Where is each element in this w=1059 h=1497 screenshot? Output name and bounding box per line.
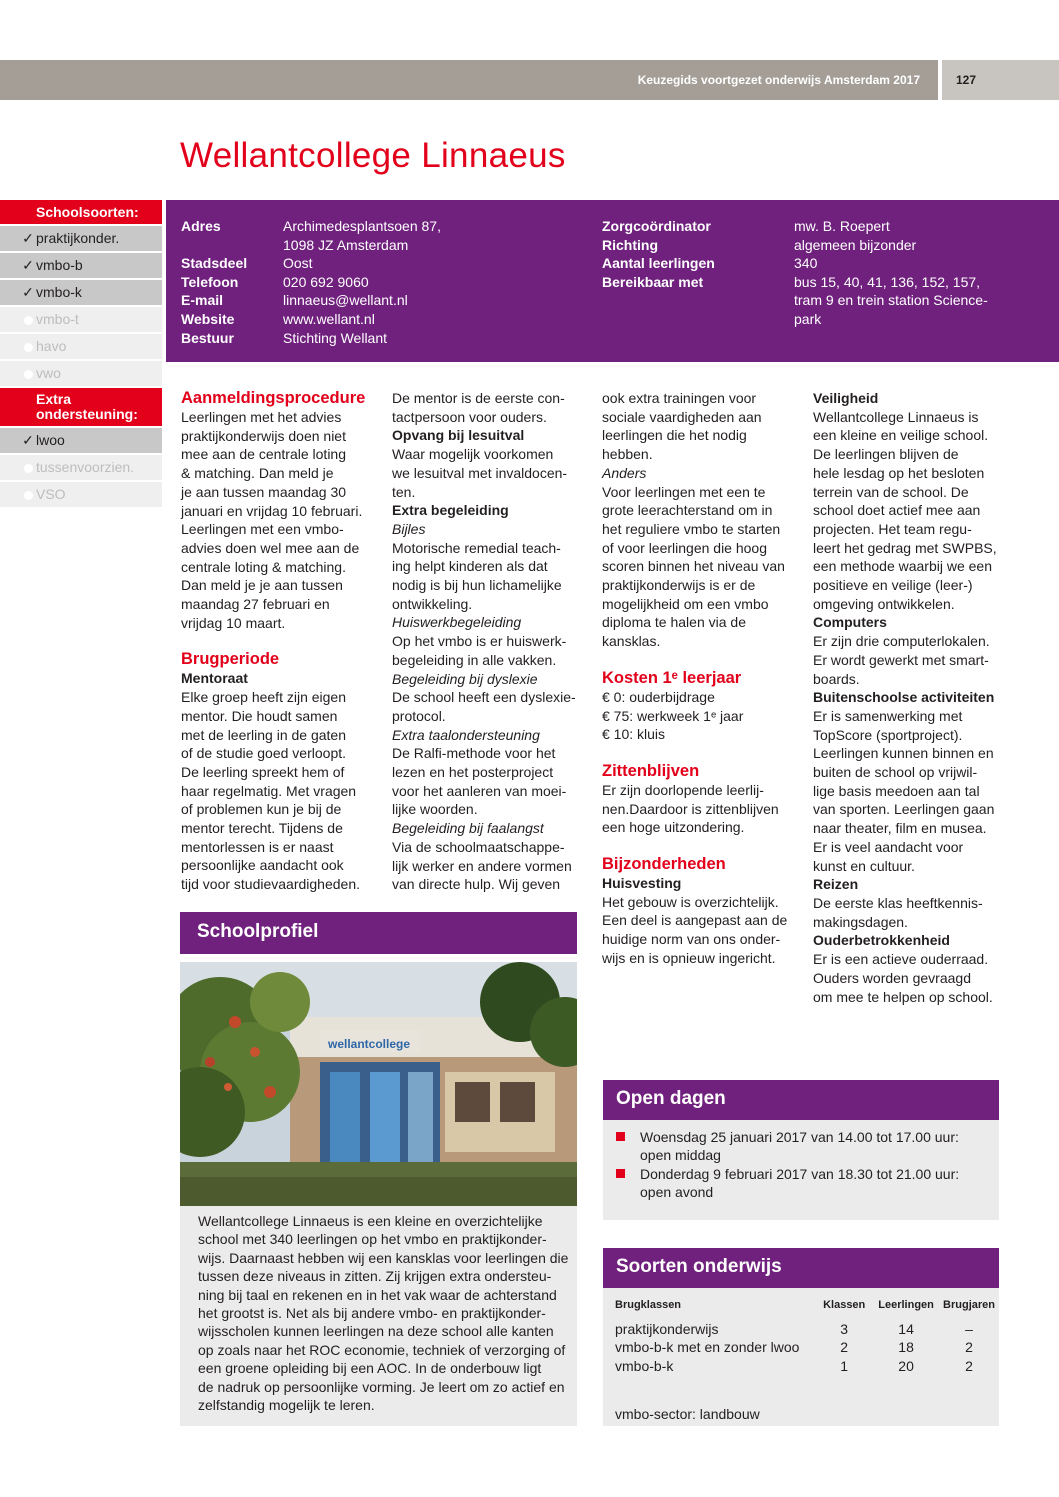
text-line: het grootst is. Net als bij andere vmbo- en praktijkonder- [198, 1305, 546, 1322]
extra-ondersteuning-label: Extra ondersteuning: [0, 388, 162, 426]
opvang-heading: Opvang bij lesuitval [392, 427, 525, 444]
text-line: of de studie goed verloopt. [181, 745, 347, 762]
info-value: algemeen bijzonder [794, 236, 917, 253]
text-line: € 75: werkweek 1ᵉ jaar [602, 707, 744, 724]
text-line: makingsdagen. [813, 913, 908, 930]
text-line: Een deel is aangepast aan de [602, 912, 788, 929]
info-label: Zorgcoördinator [602, 218, 711, 234]
info-row [181, 310, 441, 329]
mentor-contact-text [392, 389, 592, 426]
text-line: buiten de school op vrijwil- [813, 764, 978, 781]
text-line: lijke woorden. [392, 801, 478, 818]
table-cell: – [965, 1321, 973, 1337]
column-2 [392, 389, 592, 894]
computers-heading: Computers [813, 614, 887, 631]
text-line: & matching. Dan meld je [181, 465, 334, 482]
text-line: van sporten. Leerlingen gaan [813, 801, 995, 818]
school-type-label: VSO [36, 486, 66, 502]
text-line: Wellantcollege Linnaeus is een kleine en overzichtelijke [198, 1213, 543, 1229]
text-line: Er is een actieve ouderraad. [813, 951, 989, 968]
text-line: een groene opleiding bij een AOC. In de onderbouw ligt [198, 1360, 542, 1377]
photo-sign: wellantcollege [328, 1037, 411, 1051]
text-line: De Ralfi-methode voor het [392, 745, 556, 762]
text-line: De mentor is de eerste con- [392, 390, 565, 406]
school-type-label: tussenvoorzien. [36, 459, 135, 475]
table-cell: 2 [840, 1339, 849, 1356]
text-line: Er zijn drie computerlokalen. [813, 633, 990, 650]
dot-icon [22, 307, 34, 332]
school-type-label: havo [36, 338, 67, 354]
text-line: grote leerachterstand om in [602, 502, 773, 519]
table-row [615, 1320, 999, 1338]
trainingen-text [602, 389, 802, 464]
mentoraat-text [181, 688, 381, 894]
info-label: E-mail [181, 292, 224, 309]
text-line: een methode waarbij we een [813, 558, 993, 575]
info-row [181, 254, 441, 273]
text-line: lezen en het posterproject [392, 764, 554, 781]
info-right [602, 217, 988, 329]
text-line: ontwikkeling. [392, 595, 473, 612]
text-line: met de leerling in de gaten [181, 726, 346, 743]
info-value: mw. B. Roepert [794, 218, 890, 234]
brugperiode-heading: Brugperiode [181, 650, 280, 669]
info-label: Stadsdeel [181, 255, 248, 272]
table-cell: 20 [898, 1357, 914, 1374]
info-label: Website [181, 310, 235, 327]
text-line: wijs. Daarnaast hebben wij een kansklas voor leerlingen die [198, 1249, 569, 1266]
text-line: Leerlingen met een vmbo- [181, 521, 344, 538]
extra-begeleiding-heading: Extra begeleiding [392, 502, 509, 519]
text-line: leerlingen die het nodig [602, 427, 747, 444]
kosten-heading: Kosten 1ᵉ leerjaar [602, 668, 742, 687]
info-value: bus 15, 40, 41, 136, 152, 157, [794, 273, 981, 290]
text-line: praktijkonderwijs is er de [602, 577, 756, 594]
aanmelding-heading: Aanmeldingsprocedure [181, 389, 366, 407]
text-line: nen.Daardoor is zittenblijven [602, 800, 779, 817]
header-bar [0, 60, 938, 100]
text-line: school met 340 leerlingen op het vmbo en praktijkonder- [198, 1231, 547, 1248]
text-line: mentor. Die houdt samen [181, 707, 338, 724]
text-line: praktijkonderwijs doen niet [181, 427, 346, 444]
column-1 [181, 388, 381, 894]
huiswerk-heading: Huiswerkbegeleiding [392, 614, 522, 631]
school-type-item [0, 361, 162, 386]
text-line: ing helpt kinderen als dat [392, 558, 548, 575]
info-value: www.wellant.nl [283, 310, 375, 327]
text-line: school doet actief mee aan [813, 502, 981, 519]
info-row [602, 254, 988, 273]
anders-heading: Anders [602, 464, 647, 481]
text-line: mentorlessen is er naast [181, 838, 334, 855]
text-line: terrein van de school. De [813, 483, 969, 500]
open-dag-text: open avond [640, 1184, 714, 1201]
text-line: haar regelmatig. Met vragen [181, 782, 357, 799]
text-line: leert het gedrag met SWPBS, [813, 539, 997, 556]
open-dagen-heading: Open dagen [603, 1080, 999, 1120]
buitenschoolse-heading: Buitenschoolse activiteiten [813, 689, 995, 706]
zittenblijven-heading: Zittenblijven [602, 761, 700, 780]
dyslexie-text [392, 688, 592, 725]
school-type-item [0, 334, 162, 359]
text-line: centrale loting & matching. [181, 558, 346, 575]
zittenblijven-text [602, 781, 802, 837]
text-line: kansklas. [602, 633, 661, 650]
text-line: Het gebouw is overzichtelijk. [602, 893, 779, 910]
text-line: advies doen wel mee aan de [181, 539, 360, 556]
text-line: wijsscholen kunnen leerlingen na deze school alle kanten [198, 1323, 554, 1340]
dot-icon [22, 482, 34, 507]
reizen-heading: Reizen [813, 876, 859, 893]
open-dag-item [640, 1165, 989, 1202]
check-icon: ✓ [22, 230, 34, 246]
info-row [181, 273, 441, 292]
text-line: naar theater, film en musea. [813, 820, 987, 837]
info-left [181, 217, 441, 347]
text-line: tussen deze niveaus in zitten. Zij krijgen extra ondersteu- [198, 1268, 552, 1285]
school-type-item [0, 280, 162, 305]
text-line: Leerlingen met het advies [181, 409, 342, 425]
school-building-photo [180, 962, 577, 1206]
vmbo-sector: vmbo-sector: landbouw [615, 1406, 760, 1422]
text-line: Via de schoolmaatschappe- [392, 838, 565, 855]
text-line: ning bij taal en rekenen en in het vak waar de achterstand [198, 1286, 557, 1303]
text-line: scoren binnen het niveau van [602, 558, 785, 575]
school-type-label: praktijkonder. [36, 230, 120, 246]
table-row [615, 1338, 999, 1356]
ouderbetrokkenheid-heading: Ouderbetrokkenheid [813, 932, 950, 949]
text-line: Waar mogelijk voorkomen [392, 446, 554, 463]
school-type-item [0, 253, 162, 278]
text-line: je aan tussen maandag 30 [181, 483, 347, 500]
text-line: € 0: ouderbijdrage [602, 688, 715, 705]
info-label [602, 291, 794, 310]
table-cell: praktijkonderwijs [615, 1321, 719, 1337]
text-line: Elke groep heeft zijn eigen [181, 689, 346, 706]
school-info-panel [166, 200, 1059, 362]
school-type-sidebar [0, 200, 162, 507]
dot-icon [22, 455, 34, 480]
col-brugjaren: Brugjaren [943, 1299, 995, 1311]
text-line: het reguliere vmbo te starten [602, 520, 781, 537]
info-row [602, 273, 988, 292]
table-cell: 2 [965, 1339, 973, 1356]
computers-text [813, 632, 1013, 688]
taal-text [392, 744, 592, 819]
info-label: Bestuur [181, 329, 234, 346]
text-line: een kleine en veilige school. [813, 427, 989, 444]
huisvesting-text [602, 893, 802, 968]
bijles-heading: Bijles [392, 520, 426, 537]
text-line: mogelijkheid om een vmbo [602, 595, 769, 612]
info-value: linnaeus@wellant.nl [283, 292, 408, 309]
info-row [602, 310, 988, 329]
faalangst-text [392, 838, 592, 894]
text-line: TopScore (sportproject). [813, 726, 963, 743]
text-line: voor het aanleren van moei- [392, 782, 567, 799]
info-label: Aantal leerlingen [602, 255, 715, 272]
table-cell: 2 [965, 1357, 973, 1374]
info-label: Richting [602, 236, 658, 253]
aanmelding-text [181, 408, 381, 632]
table-cell: 1 [840, 1357, 849, 1374]
text-line: Ouders worden gevraagd [813, 969, 971, 986]
column-4 [813, 389, 1013, 1006]
col-leerlingen: Leerlingen [878, 1299, 934, 1311]
page-number-box [942, 60, 1059, 100]
text-line: wijs en is opnieuw ingericht. [602, 949, 776, 966]
text-line: zelfstandig mogelijk te leren. [198, 1397, 375, 1414]
info-row [181, 291, 441, 310]
text-line: vrijdag 10 maart. [181, 614, 286, 631]
text-line: een hoge uitzondering. [602, 819, 745, 836]
text-line: hele lesdag op het besloten [813, 464, 985, 481]
text-line: of voor leerlingen die hoog [602, 539, 768, 556]
school-type-item [0, 455, 162, 480]
text-line: van directe hulp. Wij geven [392, 876, 561, 893]
text-line: De leerlingen blijven de [813, 446, 959, 463]
info-value: Archimedesplantsoen 87, [283, 218, 441, 234]
schoolprofiel-heading: Schoolprofiel [180, 912, 577, 954]
schoolprofiel-text [180, 1206, 577, 1426]
school-type-item [0, 307, 162, 332]
school-title: Wellantcollege Linnaeus [180, 136, 566, 175]
text-line: Op het vmbo is er huiswerk- [392, 633, 567, 650]
text-line: € 10: kluis [602, 726, 666, 743]
open-dag-text: Donderdag 9 februari 2017 van 18.30 tot 21.00 uur: [640, 1165, 960, 1182]
info-row [181, 217, 441, 236]
check-icon: ✓ [22, 257, 34, 273]
text-line: Er is veel aandacht voor [813, 838, 964, 855]
page-number: 127 [956, 73, 977, 87]
check-icon: ✓ [22, 284, 34, 300]
info-value: park [794, 310, 822, 327]
text-line: januari en vrijdag 10 februari. [181, 502, 363, 519]
veiligheid-text [813, 408, 1013, 614]
info-label [602, 310, 794, 329]
check-icon: ✓ [22, 432, 34, 448]
text-line: Motorische remedial teach- [392, 539, 561, 556]
text-line: boards. [813, 670, 860, 687]
text-line: op zoals naar het ROC economie, techniek of verzorging of [198, 1341, 566, 1358]
info-label: Bereikbaar met [602, 273, 704, 290]
opvang-text [392, 445, 592, 501]
text-line: kunst en cultuur. [813, 857, 915, 874]
info-row [602, 217, 988, 236]
bijzonderheden-heading: Bijzonderheden [602, 855, 726, 874]
school-type-label: vmbo-b [36, 257, 83, 273]
dyslexie-heading: Begeleiding bij dyslexie [392, 670, 538, 687]
text-line: mentor terecht. Tijdens de [181, 820, 343, 837]
school-type-label: vmbo-k [36, 284, 82, 300]
soorten-onderwijs-table [603, 1288, 999, 1426]
info-row [602, 236, 988, 255]
text-line: de nadruk op persoonlijke vorming. Je leert om zo actief en [198, 1378, 565, 1395]
text-line: Dan meld je je aan tussen [181, 577, 343, 594]
text-line: Wellantcollege Linnaeus is [813, 408, 979, 425]
text-line: De eerste klas heeftkennis- [813, 894, 983, 911]
schoolsoorten-label: Schoolsoorten: [0, 200, 162, 224]
info-value: 1098 JZ Amsterdam [283, 236, 409, 253]
bijles-text [392, 539, 592, 614]
text-line: sociale vaardigheden aan [602, 408, 762, 425]
info-value: 020 692 9060 [283, 273, 369, 290]
text-line: ten. [392, 483, 416, 500]
text-line: we lesuitval met invaldocen- [392, 464, 568, 481]
info-row [181, 236, 441, 255]
info-row [602, 291, 988, 310]
info-value: tram 9 en trein station Science- [794, 292, 988, 309]
text-line: projecten. Het team regu- [813, 520, 972, 537]
veiligheid-heading: Veiligheid [813, 390, 879, 406]
taal-heading: Extra taalondersteuning [392, 726, 540, 743]
text-line: huidige norm van ons onder- [602, 931, 781, 948]
col-klassen: Klassen [823, 1299, 866, 1311]
soorten-onderwijs-heading: Soorten onderwijs [603, 1248, 999, 1288]
text-line: protocol. [392, 707, 446, 724]
anders-text [602, 483, 802, 651]
info-row [181, 329, 441, 348]
text-line: Leerlingen kunnen binnen en [813, 745, 994, 762]
text-line: maandag 27 februari en [181, 596, 330, 613]
text-line: diploma te halen via de [602, 614, 746, 631]
open-dag-text: Woensdag 25 januari 2017 van 14.00 tot 17.00 uur: [640, 1129, 959, 1145]
school-type-label: lwoo [36, 432, 65, 448]
text-line: tijd voor studievaardigheden. [181, 876, 361, 893]
mentoraat-heading: Mentoraat [181, 670, 248, 687]
text-line: Voor leerlingen met een te [602, 483, 766, 500]
info-value: Stichting Wellant [283, 329, 388, 346]
text-line: mee aan de centrale loting [181, 446, 346, 463]
column-3 [602, 389, 802, 968]
guide-title: Keuzegids voortgezet onderwijs Amsterdam 2017 [637, 73, 920, 87]
table-cell: vmbo-b-k met en zonder lwoo [615, 1339, 800, 1356]
ouderbetrokkenheid-text [813, 950, 1013, 1006]
huisvesting-heading: Huisvesting [602, 875, 682, 892]
text-line: begeleiding in alle vakken. [392, 651, 557, 668]
text-line: tactpersoon voor ouders. [392, 408, 547, 425]
school-type-item [0, 428, 162, 453]
table-cell: 18 [898, 1339, 914, 1356]
text-line: positieve en veilige (leer-) [813, 577, 973, 594]
text-line: of problemen kun je bij de [181, 801, 342, 818]
text-line: omgeving ontwikkelen. [813, 595, 955, 612]
text-line: De leerling spreekt hem of [181, 763, 345, 780]
text-line: nodig is bij hun lichamelijke [392, 577, 562, 594]
text-line: Er wordt gewerkt met smart- [813, 651, 989, 668]
open-dag-text: open middag [640, 1147, 721, 1164]
text-line: hebben. [602, 446, 653, 463]
info-label [181, 236, 283, 255]
table-cell: 3 [840, 1321, 849, 1337]
text-line: lige basis meedoen aan tal [813, 782, 980, 799]
school-type-label: vwo [36, 365, 61, 381]
text-line: persoonlijke aandacht ook [181, 857, 344, 874]
reizen-text [813, 894, 1013, 931]
faalangst-heading: Begeleiding bij faalangst [392, 820, 544, 837]
school-type-item [0, 226, 162, 251]
dot-icon [22, 334, 34, 359]
kosten-text [602, 688, 802, 744]
text-line: De school heeft een dyslexie- [392, 689, 576, 706]
text-line: Er zijn doorlopende leerlij- [602, 781, 764, 798]
open-dagen-list [603, 1120, 999, 1220]
school-type-label: vmbo-t [36, 311, 79, 327]
text-line: Er is samenwerking met [813, 707, 963, 724]
table-cell: 14 [898, 1321, 914, 1337]
school-type-item [0, 482, 162, 507]
dot-icon [22, 361, 34, 386]
info-value: 340 [794, 255, 818, 272]
text-line: om mee te helpen op school. [813, 988, 993, 1005]
info-label: Adres [181, 218, 221, 234]
text-line: lijk werker en andere vormen [392, 857, 572, 874]
open-dag-item [640, 1128, 989, 1165]
table-row [615, 1357, 999, 1375]
info-value: Oost [283, 255, 313, 272]
huiswerk-text [392, 632, 592, 669]
table-cell: vmbo-b-k [615, 1357, 674, 1374]
col-brugklassen: Brugklassen [615, 1299, 682, 1311]
buitenschoolse-text [813, 707, 1013, 875]
text-line: ook extra trainingen voor [602, 390, 757, 406]
info-label: Telefoon [181, 273, 239, 290]
